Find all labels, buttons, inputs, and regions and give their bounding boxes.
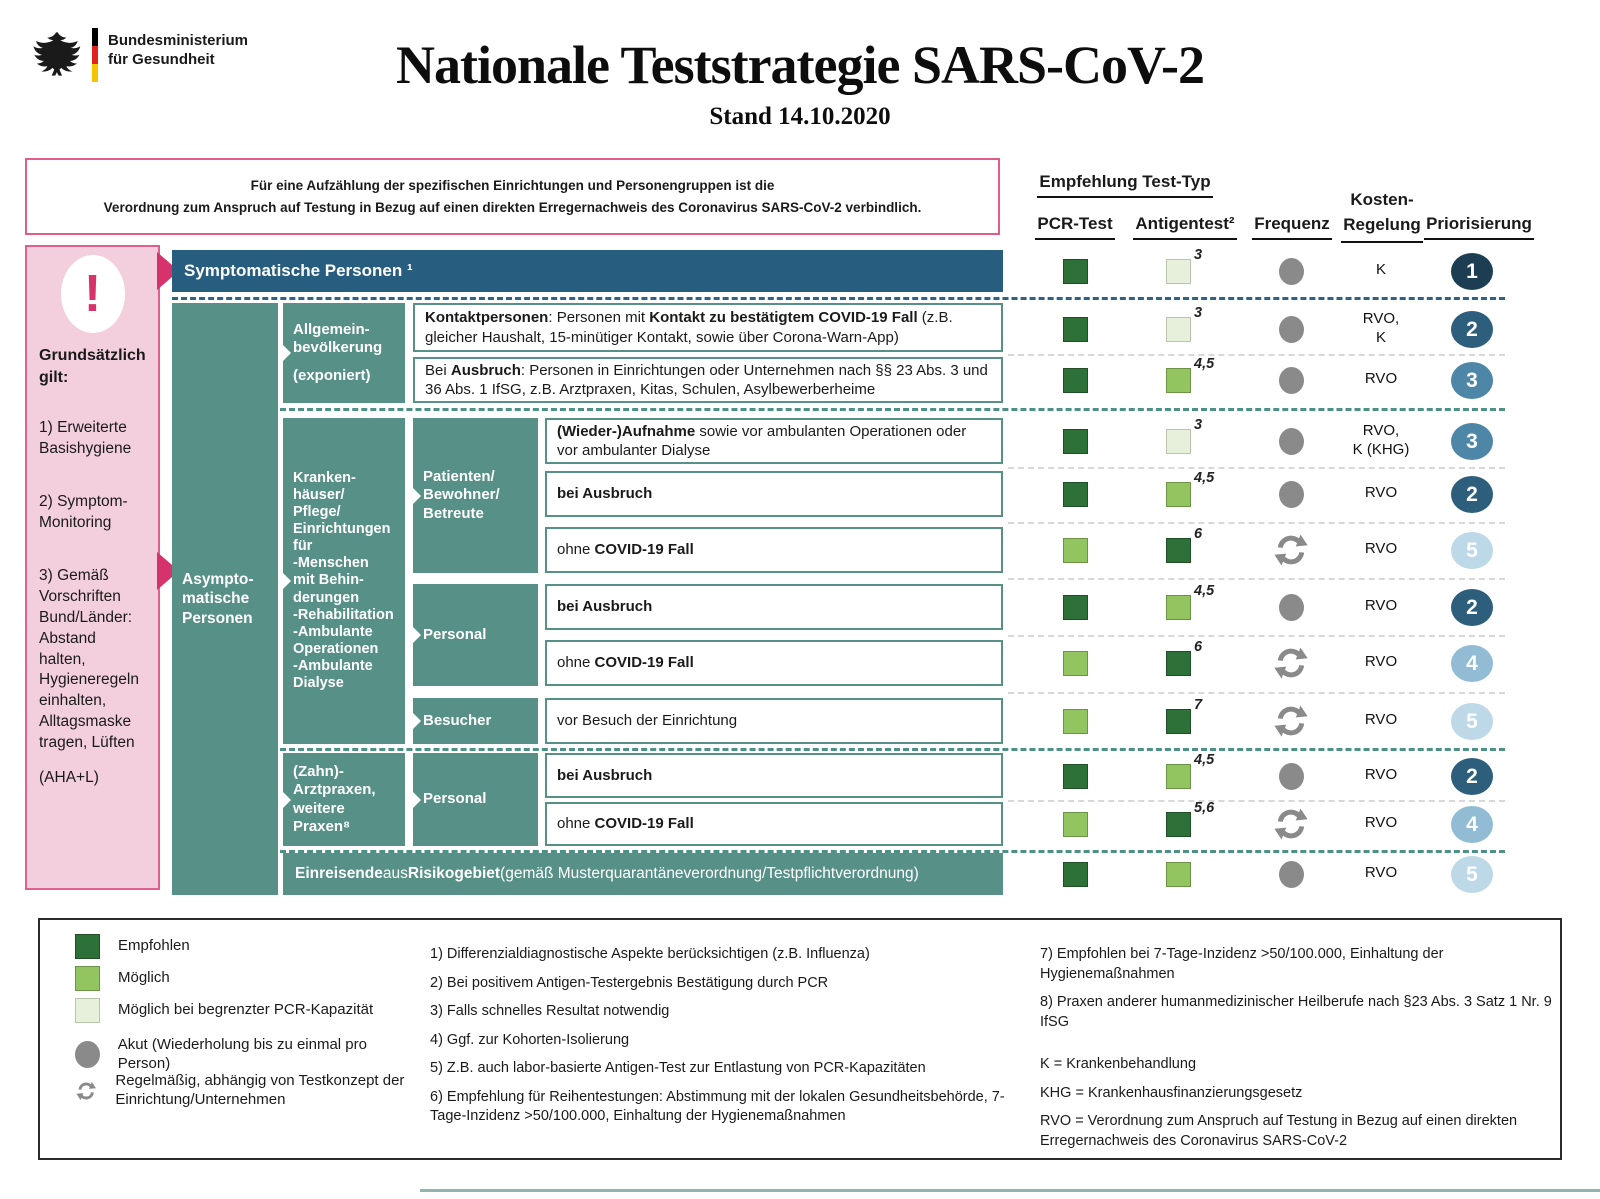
ministry-name: Bundesministerium für Gesundheit [108, 32, 249, 68]
subgroup-besucher: Besucher [413, 698, 538, 744]
header-kosten: Kosten- Regelung [1312, 188, 1452, 243]
kosten-value: K [1375, 261, 1386, 278]
footnote: 8) Praxen anderer humanmedizinischer Heilberufe nach §23 Abs. 3 Satz 1 Nr. 9 IfSG [1040, 994, 1552, 1030]
footnote: 6) Empfehlung für Reihentestungen: Abstimmung mit der lokalen Gesundheitsbehörde, 7-Tage-Inzidenz >50/100.000, Einhaltung der Hygienemaßnahmen [430, 1088, 1005, 1125]
kosten-value: RVO [1364, 711, 1398, 728]
frequency-once-icon [1279, 861, 1304, 888]
frequency-regular-icon [1272, 702, 1310, 745]
separator-gray [1008, 467, 1505, 469]
akut-icon [75, 1041, 100, 1068]
antigen-indicator [1166, 317, 1191, 342]
sidebar-item: (AHA+L) [39, 769, 99, 787]
sidebar-item: 2) Symptom-Monitoring [39, 493, 128, 531]
content-row: (Wieder-)Aufnahme sowie vor ambulanten Operationen oder vor ambulanter Dialyse [545, 418, 1003, 464]
antigen-indicator [1166, 862, 1191, 887]
legend-label: Regelmäßig, abhängig von Testkonzept der Einrichtung/Unternehmen [115, 1072, 405, 1108]
priority-badge: 4 [1451, 806, 1493, 843]
priority-badge: 5 [1451, 703, 1493, 740]
footnotes-right [1040, 945, 1565, 1161]
version-date: Stand 14.10.2020 [709, 103, 891, 130]
subgroup-personal-praxen: Personal [413, 753, 538, 846]
antigen-footnote-ref: 4,5 [1194, 356, 1215, 372]
priority-badge: 2 [1451, 758, 1493, 795]
footnote: 1) Differenzialdiagnostische Aspekte berücksichtigen (z.B. Influenza) [430, 946, 870, 962]
header-priorisierung: Priorisierung [1404, 214, 1554, 240]
group-allgemeinbevoelkerung: Allgemein- bevölkerung (exponiert) [283, 303, 405, 403]
kosten-value: RVO [1364, 484, 1398, 501]
antigen-indicator [1166, 429, 1191, 454]
header-pcr: PCR-Test [1005, 214, 1145, 240]
priority-badge: 2 [1451, 589, 1493, 626]
pcr-indicator [1063, 595, 1088, 620]
kosten-value: RVO, K (KHG) [1352, 422, 1410, 458]
general-rules-sidebar [25, 245, 160, 890]
frequency-regular-icon [1272, 805, 1310, 848]
possible-icon [75, 966, 100, 991]
content-row: ohne COVID-19 Fall [545, 527, 1003, 573]
pcr-indicator [1063, 862, 1088, 887]
legend-label: Möglich bei begrenzter PCR-Kapazität [118, 1001, 374, 1019]
frequency-once-icon [1279, 258, 1304, 285]
refresh-icon [75, 1074, 97, 1108]
priority-badge: 5 [1451, 532, 1493, 569]
antigen-indicator [1166, 812, 1191, 837]
group-krankenhaeuser: Kranken- häuser/ Pflege/ Einrichtungen für -Menschen mit Behin- derungen -Rehabilitation -Ambulante Operationen -Ambulante Dialyse [283, 418, 405, 744]
antigen-indicator [1166, 259, 1191, 284]
footnote-gap [1040, 1041, 1565, 1055]
antigen-footnote-ref: 3 [1194, 305, 1203, 321]
separator-gray [1008, 578, 1505, 580]
priority-badge: 2 [1451, 311, 1493, 348]
notice-line1: Für eine Aufzählung der spezifischen Einrichtungen und Personengruppen ist die [250, 177, 775, 193]
antigen-footnote-ref: 6 [1194, 639, 1203, 655]
antigen-indicator [1166, 709, 1191, 734]
recommended-icon [75, 934, 100, 959]
legend-item [75, 934, 420, 959]
footnote: 7) Empfohlen bei 7-Tage-Inzidenz >50/100.000, Einhaltung der Hygienemaßnahmen [1040, 946, 1444, 982]
refresh-icon [1272, 644, 1310, 682]
legend-item [75, 1072, 420, 1110]
frequency-once-icon [1279, 481, 1304, 508]
separator-gray [1008, 522, 1505, 524]
legend-item [75, 1036, 420, 1074]
kosten-value: RVO [1364, 597, 1398, 614]
frequency-regular-icon [1272, 644, 1310, 687]
legend-label: Empfohlen [118, 937, 190, 955]
legend-label: Akut (Wiederholung bis zu einmal pro Person) [117, 1036, 367, 1072]
antigen-footnote-ref: 3 [1194, 417, 1203, 433]
frequency-once-icon [1279, 428, 1304, 455]
pcr-indicator [1063, 259, 1088, 284]
subgroup-patienten: Patienten/ Bewohner/ Betreute [413, 418, 538, 573]
pcr-indicator [1063, 651, 1088, 676]
frequency-once-icon [1279, 367, 1304, 394]
antigen-indicator [1166, 595, 1191, 620]
antigen-indicator [1166, 651, 1191, 676]
content-row: ohne COVID-19 Fall [545, 640, 1003, 686]
header-frequenz: Frequenz [1222, 214, 1362, 240]
priority-badge: 4 [1451, 645, 1493, 682]
abbreviation: K = Krankenbehandlung [1040, 1056, 1197, 1073]
legend-label: Möglich [118, 969, 170, 987]
kosten-value: RVO, K [1362, 310, 1400, 346]
pcr-indicator [1063, 812, 1088, 837]
antigen-indicator [1166, 482, 1191, 507]
sidebar-item: 1) Erweiterte Basishygiene [39, 419, 132, 458]
notice-box [25, 158, 1000, 235]
kosten-value: RVO [1364, 540, 1398, 557]
priority-badge: 1 [1451, 253, 1493, 290]
pcr-indicator [1063, 317, 1088, 342]
content-row: bei Ausbruch [545, 584, 1003, 630]
footnote: 4) Ggf. zur Kohorten-Isolierung [430, 1031, 630, 1048]
antigen-indicator [1166, 368, 1191, 393]
sidebar-item: 3) Gemäß Vorschriften Bund/Länder: Abstand halten, Hygieneregeln einhalten, Alltagsmaske tragen, Lüften [39, 566, 139, 752]
footnotes-middle [430, 945, 1015, 1136]
pcr-indicator [1063, 368, 1088, 393]
content-row: bei Ausbruch [545, 471, 1003, 517]
group-zahnarztpraxen: (Zahn)- Arztpraxen, weitere Praxen⁸ [283, 753, 405, 846]
separator-gray [1008, 692, 1505, 694]
content-row: Bei Ausbruch: Personen in Einrichtungen oder Unternehmen nach §§ 23 Abs. 3 und 36 Abs. 1 IfSG, z.B. Arztpraxen, Kitas, Schulen, Asylbewerberheime [413, 357, 1003, 403]
footnote: 2) Bei positivem Antigen-Testergebnis Bestätigung durch PCR [430, 974, 829, 991]
footnote: 5) Z.B. auch labor-basierte Antigen-Test zur Entlastung von PCR-Kapazitäten [430, 1060, 926, 1077]
subgroup-personal: Personal [413, 584, 538, 686]
kosten-value: RVO [1364, 766, 1398, 783]
antigen-footnote-ref: 4,5 [1194, 752, 1215, 768]
frequency-once-icon [1279, 316, 1304, 343]
content-row: ohne COVID-19 Fall [545, 802, 1003, 846]
header-test-type: Empfehlung Test-Typ [1020, 172, 1230, 198]
antigen-indicator [1166, 538, 1191, 563]
kosten-value: RVO [1364, 653, 1398, 670]
content-row: vor Besuch der Einrichtung [545, 698, 1003, 744]
priority-badge: 5 [1451, 856, 1493, 893]
pcr-indicator [1063, 429, 1088, 454]
refresh-icon [1272, 531, 1310, 569]
pcr-indicator [1063, 482, 1088, 507]
notice-line2: Verordnung zum Anspruch auf Testung in Bezug auf einen direkten Erregernachweis des Coronavirus SARS-CoV-2 verbindlich. [103, 199, 922, 215]
separator-teal-1 [280, 408, 1505, 411]
symptomatic-bar: Symptomatische Personen ¹ [172, 250, 1003, 292]
priority-badge: 3 [1451, 362, 1493, 399]
abbreviation: RVO = Verordnung zum Anspruch auf Testung in Bezug auf einen direkten Erregernachweis des Coronavirus SARS-CoV-2 [1040, 1113, 1518, 1149]
bottom-divider [420, 1189, 1600, 1192]
priority-badge: 2 [1451, 476, 1493, 513]
separator-gray [1008, 635, 1505, 637]
kosten-value: RVO [1364, 864, 1398, 881]
header-antigen: Antigentest² [1110, 214, 1260, 240]
separator-teal-2 [280, 748, 1505, 751]
pcr-indicator [1063, 764, 1088, 789]
antigen-indicator [1166, 764, 1191, 789]
separator-blue [172, 297, 1505, 300]
antigen-footnote-ref: 4,5 [1194, 470, 1215, 486]
legend-item [75, 998, 420, 1023]
antigen-footnote-ref: 6 [1194, 526, 1203, 542]
legend-footnotes-box [38, 918, 1562, 1160]
content-row: Kontaktpersonen: Personen mit Kontakt zu bestätigtem COVID-19 Fall (z.B. gleicher Haushalt, 15-minütiger Kontakt, sowie über Corona-Warn-App) [413, 303, 1003, 352]
content-row: bei Ausbruch [545, 753, 1003, 798]
separator-gray [1008, 354, 1505, 356]
pcr-indicator [1063, 709, 1088, 734]
page-title: Nationale Teststrategie SARS-CoV-2 [396, 35, 1204, 95]
antigen-footnote-ref: 4,5 [1194, 583, 1215, 599]
refresh-icon [1272, 805, 1310, 843]
separator-gray [1008, 800, 1505, 802]
frequency-regular-icon [1272, 531, 1310, 574]
footnote: 3) Falls schnelles Resultat notwendig [430, 1003, 670, 1020]
abbreviation: KHG = Krankenhausfinanzierungsgesetz [1040, 1084, 1303, 1101]
exclamation-icon: ! [61, 255, 125, 333]
kosten-value: RVO [1364, 814, 1398, 831]
frequency-once-icon [1279, 594, 1304, 621]
antigen-footnote-ref: 5,6 [1194, 800, 1215, 816]
refresh-icon [1272, 702, 1310, 740]
sidebar-heading: Grundsätzlich gilt: [39, 347, 146, 386]
kosten-value: RVO [1364, 370, 1398, 387]
legend-item [75, 966, 420, 991]
frequency-once-icon [1279, 763, 1304, 790]
priority-badge: 3 [1451, 423, 1493, 460]
limited-icon [75, 998, 100, 1023]
entry-risk-bar: Einreisende aus Risikogebiet (gemäß Musterquarantäneverordnung/Testpflichtverordnung) [283, 853, 1003, 895]
asymptomatic-column: Asympto- matische Personen [172, 303, 278, 895]
pcr-indicator [1063, 538, 1088, 563]
antigen-footnote-ref: 3 [1194, 247, 1203, 263]
antigen-footnote-ref: 7 [1194, 697, 1203, 713]
